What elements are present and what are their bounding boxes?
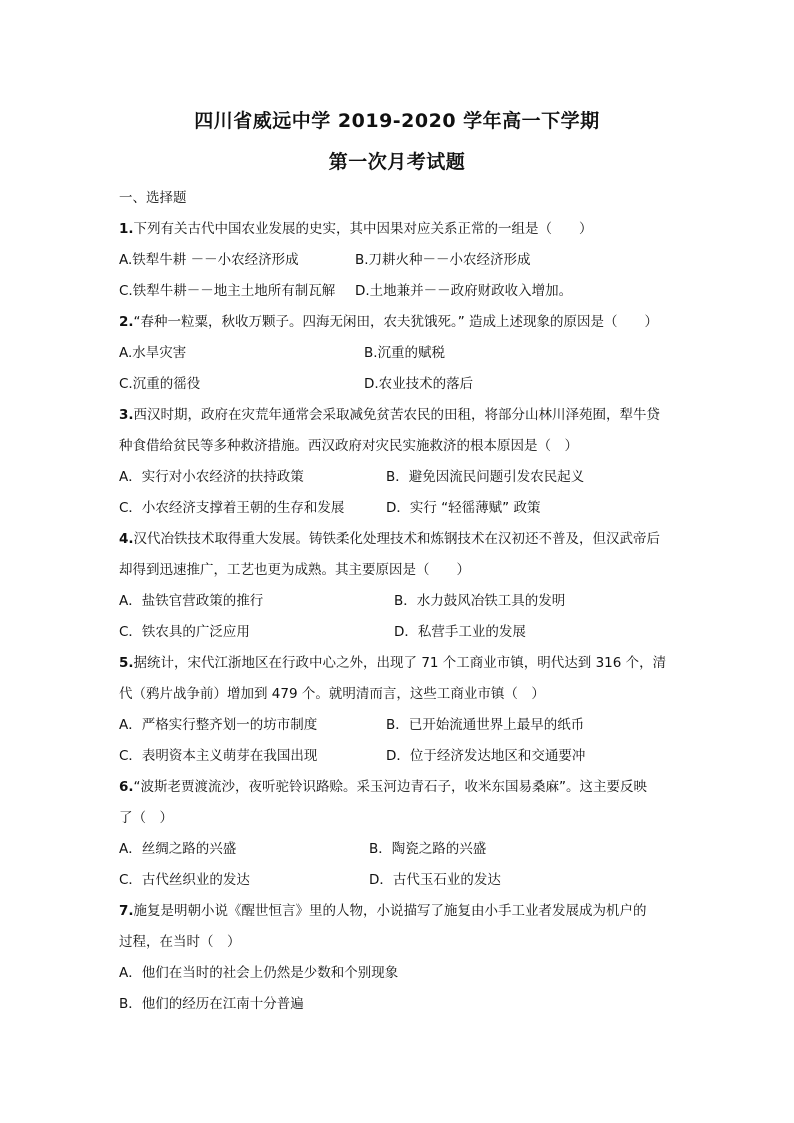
option-row [119,493,679,524]
option-d: D．私营手工业的发展 [394,624,526,640]
option-a: A．严格实行整齐划一的坊市制度 [119,717,318,733]
option-a: A．实行对小农经济的扶持政策 [119,469,304,485]
question-number: 5. [119,655,134,671]
question-stem [119,896,679,927]
option-d: D．实行 “轻徭薄赋” 政策 [386,500,541,516]
option-row [119,989,679,1020]
question-number: 1. [119,221,134,237]
option-b: B．他们的经历在江南十分普遍 [119,996,304,1012]
option-row [119,586,679,617]
option-row [119,276,679,307]
question-number: 7. [119,903,134,919]
option-d: D.农业技术的落后 [364,376,474,392]
question-number: 2. [119,314,134,330]
option-d: D．古代玉石业的发达 [369,872,501,888]
document-title-line2: 第一次月考试题 [328,151,466,173]
question-stem [119,648,679,679]
option-row [119,369,679,400]
option-b: B．避免因流民问题引发农民起义 [386,469,585,485]
question-number: 4. [119,531,134,547]
option-d: D．位于经济发达地区和交通要冲 [386,748,586,764]
option-d: D.土地兼并－－政府财政收入增加。 [355,283,573,299]
section-label: 一、选择题 [119,190,187,206]
question-stem-continued: 代（鸦片战争前）增加到 479 个。就明清而言，这些工商业市镇（ ） [119,686,545,702]
question-stem [119,524,679,555]
option-b: B．水力鼓风冶铁工具的发明 [394,593,566,609]
option-a: A．丝绸之路的兴盛 [119,841,237,857]
option-row [119,710,679,741]
question-stem [119,772,679,803]
question-text: 下列有关古代中国农业发展的史实，其中因果对应关系正常的一组是（ ） [133,221,593,237]
question-text: 西汉时期，政府在灾荒年通常会采取减免贫苦农民的田租，将部分山林川泽苑囿，犁牛贷 [133,407,661,423]
option-row [119,462,679,493]
option-row [119,958,679,989]
option-b: B.刀耕火种－－小农经济形成 [355,252,531,268]
option-b: B.沉重的赋税 [364,345,446,361]
document-title-line1: 四川省威远中学 2019-2020 学年高一下学期 [194,110,600,132]
option-a: A.水旱灾害 [119,345,187,361]
option-c: C.铁犁牛耕－－地主土地所有制瓦解 [119,283,336,299]
option-row [119,338,679,369]
question-text: 据统计，宋代江浙地区在行政中心之外，出现了 71 个工商业市镇，明代达到 316 个，清 [133,655,667,671]
question-text: 汉代冶铁技术取得重大发展。铸铁柔化处理技术和炼钢技术在汉初还不普及，但汉武帝后 [133,531,661,547]
question-number: 3. [119,407,134,423]
question-number: 6. [119,779,134,795]
option-row [119,245,679,276]
option-c: C．表明资本主义萌芽在我国出现 [119,748,318,764]
option-c: C．小农经济支撑着王朝的生存和发展 [119,500,345,516]
option-c: C．古代丝织业的发达 [119,872,250,888]
option-row [119,741,679,772]
question-stem-continued: 了（ ） [119,810,173,826]
option-b: B．已开始流通世界上最早的纸币 [386,717,585,733]
question-stem-continued: 种食借给贫民等多种救济措施。西汉政府对灾民实施救济的根本原因是（ ） [119,438,578,454]
question-text: “波斯老贾渡流沙，夜听驼铃识路赊。采玉河边青石子，收米东国易桑麻”。这主要反映 [133,779,648,795]
option-a: A．他们在当时的社会上仍然是少数和个别现象 [119,965,399,981]
option-c: C.沉重的徭役 [119,376,201,392]
option-a: A.铁犁牛耕 －－小农经济形成 [119,252,299,268]
option-a: A．盐铁官营政策的推行 [119,593,264,609]
option-row [119,617,679,648]
question-stem-continued: 却得到迅速推广，工艺也更为成熟。其主要原因是（ ） [119,562,470,578]
option-c: C．铁农具的广泛应用 [119,624,250,640]
question-stem [119,214,679,245]
question-stem-continued: 过程，在当时（ ） [119,934,241,950]
option-row [119,834,679,865]
question-text: 施复是明朝小说《醒世恒言》里的人物，小说描写了施复由小手工业者发展成为机户的 [133,903,647,919]
question-stem [119,400,679,431]
question-text: “春种一粒粟，秋收万颗子。四海无闲田，农夫犹饿死。” 造成上述现象的原因是（ ） [133,314,659,330]
option-row [119,865,679,896]
question-list [119,183,679,1020]
question-stem [119,307,679,338]
option-b: B．陶瓷之路的兴盛 [369,841,487,857]
